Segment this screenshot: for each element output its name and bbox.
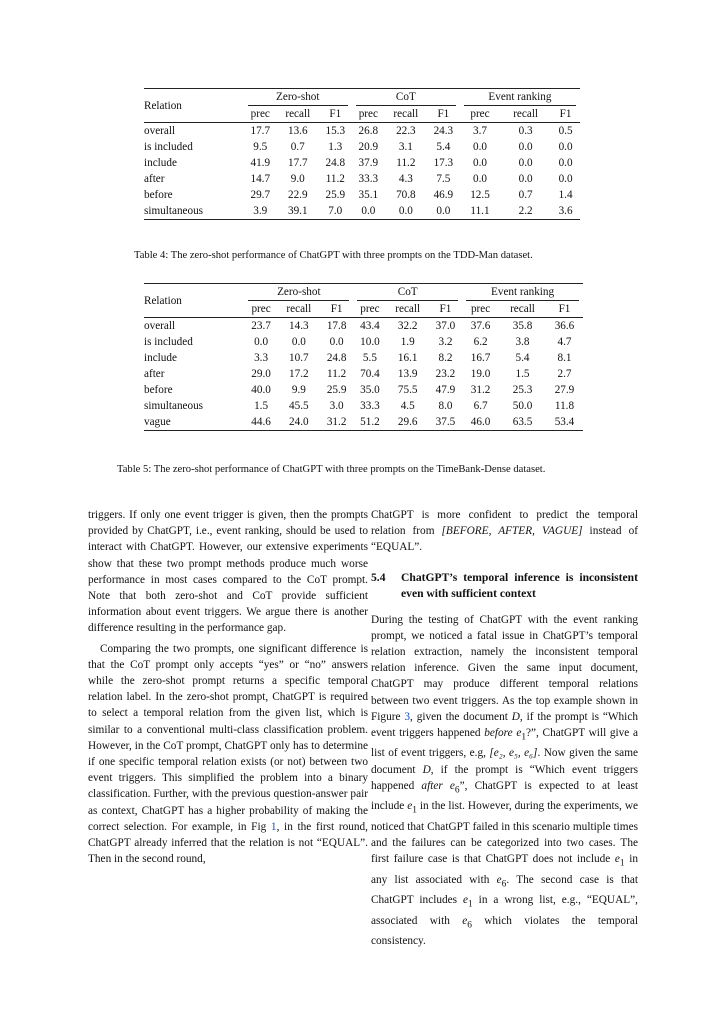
table-cell: 12.5: [470, 189, 490, 201]
table-row: [144, 318, 583, 335]
metric-header: F1: [437, 108, 450, 120]
section-heading: [371, 570, 638, 602]
table-cell: 17.2: [289, 368, 309, 380]
table-cell: 23.7: [244, 318, 277, 335]
table-cell: 6.2: [473, 336, 488, 348]
table-cell: 31.2: [320, 414, 353, 431]
table-cell: 10.0: [360, 336, 380, 348]
table-cell: 0.0: [558, 141, 573, 153]
table-cell: 14.3: [278, 318, 320, 335]
table-5: [144, 283, 583, 431]
table-cell: 1.3: [328, 141, 343, 153]
relation-label: before: [144, 189, 173, 201]
table-cell: 15.3: [319, 123, 352, 140]
table-cell: 9.5: [253, 141, 268, 153]
metric-header: prec: [250, 108, 270, 120]
table-cell: 4.3: [398, 173, 413, 185]
table-cell: 7.0: [319, 203, 352, 220]
table-cell: 3.2: [438, 336, 453, 348]
table-cell: 16.1: [397, 352, 418, 364]
paragraph: During the testing of ChatGPT with the event ranking prompt, we noticed a fatal issue in ChatGPT’s temporal relation extraction, namely the inconsistent temporal relation inference. Given the same input document, ChatGPT may produce different temporal relations between two event triggers. As the top example shown in Figure 3, given the document D, if the prompt is “Which event triggers happened before $e_1$?”, ChatGPT will give a list of event triggers, e.g, [e₂, e₅, e₆]. Now given the same document D, if the prompt is “Which event triggers happened after $e_6$”, ChatGPT is expected to at least include $e_1$ in the list. However, during the experiments, we noticed that ChatGPT failed in this scenario multiple times and the failures can be categorized into two cases. The first failure case is that ChatGPT does not include $e_1$ in any list associated with $e_6$. The second case is that ChatGPT includes $e_1$ in a wrong list, e.g., “EQUAL”, associated with $e_6$ which violates the temporal consistency.: [371, 613, 639, 948]
table-cell: 17.7: [244, 123, 277, 140]
table-cell: 0.0: [352, 203, 385, 220]
relation-label: include: [144, 352, 177, 364]
table-cell: 9.0: [290, 173, 305, 185]
table-cell: 14.7: [250, 173, 271, 185]
table-cell: 10.7: [289, 352, 309, 364]
table-cell: 24.8: [326, 352, 347, 364]
relation-label: is included: [144, 141, 193, 153]
table-cell: 4.5: [400, 400, 415, 412]
table-cell: 7.5: [436, 173, 451, 185]
table-cell: 11.2: [325, 173, 345, 185]
table-cell: 16.7: [470, 352, 491, 364]
relation-header: Relation: [144, 284, 244, 318]
paragraph: ChatGPT is more confident to predict the temporal relation from [BEFORE, AFTER, VAGUE] instead of “EQUAL”.: [371, 509, 638, 554]
table-cell: 22.9: [287, 189, 308, 201]
table-cell: 0.0: [254, 336, 269, 348]
table-cell: 53.4: [546, 414, 583, 431]
table-cell: 3.1: [398, 141, 413, 153]
table-cell: 0.0: [385, 203, 427, 220]
table-cell: 0.7: [518, 189, 533, 201]
group-header: CoT: [352, 89, 460, 107]
table-cell: 37.5: [429, 414, 462, 431]
left-column: [88, 507, 368, 867]
metric-header: prec: [251, 303, 271, 315]
metric-header: recall: [286, 303, 312, 315]
metric-header: recall: [510, 303, 535, 315]
table-cell: 24.0: [278, 414, 320, 431]
right-column: [371, 507, 638, 949]
table-cell: 0.0: [473, 141, 487, 153]
table-cell: 25.3: [512, 384, 533, 396]
metric-header: recall: [393, 108, 419, 120]
table-cell: 3.6: [551, 203, 580, 220]
table-cell: 70.4: [360, 368, 380, 380]
table-cell: 8.0: [438, 400, 453, 412]
table-cell: 37.6: [462, 318, 499, 335]
table-row: [144, 155, 580, 171]
table-cell: 51.2: [353, 414, 386, 431]
table-cell: 3.7: [460, 123, 500, 140]
table-cell: 4.7: [557, 336, 572, 348]
table-cell: 6.7: [473, 400, 488, 412]
table-cell: 32.2: [387, 318, 429, 335]
section-title: ChatGPT’s temporal inference is inconsistent even with sufficient context: [401, 570, 638, 600]
table-cell: 63.5: [499, 414, 546, 431]
metric-header: F1: [558, 303, 571, 315]
group-header: Event ranking: [462, 284, 583, 302]
table-cell: 23.2: [435, 368, 456, 380]
table-5-caption: Table 5: The zero-shot performance of ChatGPT with three prompts on the TimeBank-Dense dataset.: [117, 464, 546, 475]
table-cell: 17.8: [320, 318, 353, 335]
table-cell: 35.0: [360, 384, 380, 396]
table-cell: 13.6: [277, 123, 319, 140]
table-cell: 5.4: [436, 141, 451, 153]
metric-header: prec: [470, 303, 491, 315]
table-cell: 0.0: [473, 173, 487, 185]
metric-header: F1: [439, 303, 452, 315]
table-cell: 29.6: [387, 414, 429, 431]
table-cell: 1.4: [558, 189, 573, 201]
table-cell: 3.8: [515, 336, 530, 348]
table-cell: 25.9: [325, 189, 346, 201]
table-cell: 1.9: [400, 336, 415, 348]
figure-link[interactable]: 3: [404, 710, 411, 723]
relation-label: include: [144, 157, 177, 169]
table-cell: 2.2: [500, 203, 551, 220]
table-cell: 2.7: [557, 368, 572, 380]
metric-header: F1: [330, 303, 343, 315]
group-header: CoT: [353, 284, 462, 302]
relation-label: is included: [144, 336, 193, 348]
table-cell: 0.0: [291, 336, 306, 348]
table-cell: 29.7: [250, 189, 271, 201]
table-cell: 0.0: [558, 157, 573, 169]
table-cell: 13.9: [397, 368, 418, 380]
table-row: [144, 414, 583, 431]
relation-header: Relation: [144, 89, 244, 123]
table-row: [144, 350, 583, 366]
table-cell: 17.7: [287, 157, 308, 169]
table-cell: 20.9: [358, 141, 379, 153]
table-cell: 43.4: [353, 318, 386, 335]
table-cell: 0.0: [427, 203, 460, 220]
table-row: [144, 382, 583, 398]
table-cell: 8.1: [557, 352, 572, 364]
table-cell: 0.7: [290, 141, 305, 153]
table-cell: 50.0: [512, 400, 533, 412]
table-cell: 46.0: [462, 414, 499, 431]
table-cell: 25.9: [326, 384, 347, 396]
metric-header: F1: [559, 108, 572, 120]
paragraph: Comparing the two prompts, one significant difference is that the CoT prompt only accepts “yes” or “no” answers while the zero-shot prompt returns a specific temporal relation label. In the zero-shot prompt, ChatGPT is required to select a temporal relation from the given list, which is similar to a conventional multi-class classification problem. However, in the CoT prompt, ChatGPT only has to determine if one specific temporal relation exists (or not) between two event triggers. This simplified the problem into a binary classification. Further, with the previous question-answer pair as context, ChatGPT has a higher probability of making the correct selection. For example, in Fig 1, in the first round, ChatGPT already inferred that the relation is not “EQUAL”. Then in the second round,: [88, 642, 368, 866]
table-row: [144, 398, 583, 414]
table-cell: 47.9: [435, 384, 456, 396]
paragraph: triggers. If only one event trigger is given, then the prompts provided by ChatGPT, i.e., event ranking, should be used to interact with ChatGPT. However, our extensive experiments show that these two prompt methods produce much worse performance in most cases compared to the CoT prompt. Note that both zero-shot and CoT provide sufficient information about event triggers. We argue there is another difference resulting in the performance gap.: [88, 509, 368, 635]
group-header: Event ranking: [460, 89, 580, 107]
table-cell: 19.0: [470, 368, 491, 380]
table-cell: 35.1: [358, 189, 379, 201]
table-cell: 24.8: [325, 157, 346, 169]
table-row: [144, 203, 580, 220]
table-cell: 45.5: [289, 400, 309, 412]
table-row: [144, 187, 580, 203]
table-4: [144, 88, 580, 220]
table-cell: 1.5: [515, 368, 530, 380]
table-cell: 22.3: [385, 123, 427, 140]
metric-header: prec: [358, 108, 378, 120]
table-cell: 11.1: [460, 203, 500, 220]
table-cell: 3.3: [254, 352, 269, 364]
table-cell: 31.2: [470, 384, 491, 396]
relation-label: before: [144, 384, 173, 396]
relation-label: vague: [144, 414, 244, 431]
table-cell: 36.6: [546, 318, 583, 335]
table-cell: 8.2: [438, 352, 453, 364]
relation-label: after: [144, 368, 165, 380]
table-cell: 0.0: [558, 173, 573, 185]
table-cell: 33.3: [360, 400, 380, 412]
group-header: Zero-shot: [244, 284, 353, 302]
group-header: Zero-shot: [244, 89, 352, 107]
table-cell: 46.9: [433, 189, 454, 201]
table-cell: 29.0: [251, 368, 271, 380]
table-cell: 5.4: [515, 352, 530, 364]
table-cell: 40.0: [251, 384, 271, 396]
table-cell: 11.2: [327, 368, 347, 380]
section-number: 5.4: [371, 570, 386, 584]
table-cell: 37.0: [429, 318, 462, 335]
relation-label: after: [144, 173, 165, 185]
figure-link[interactable]: 1: [270, 820, 277, 833]
table-cell: 3.9: [244, 203, 277, 220]
table-cell: 37.9: [358, 157, 379, 169]
relation-label: overall: [144, 123, 244, 140]
table-cell: 17.3: [433, 157, 454, 169]
table-cell: 0.0: [518, 173, 533, 185]
table-cell: 41.9: [250, 157, 271, 169]
table-cell: 0.0: [518, 157, 533, 169]
table-cell: 0.0: [518, 141, 533, 153]
table-row: [144, 139, 580, 155]
table-cell: 44.6: [244, 414, 277, 431]
relation-label: simultaneous: [144, 400, 204, 412]
table-cell: 0.0: [329, 336, 344, 348]
table-cell: 0.3: [500, 123, 551, 140]
table-row: [144, 366, 583, 382]
table-cell: 39.1: [277, 203, 319, 220]
relation-label: simultaneous: [144, 203, 244, 220]
metric-header: recall: [513, 108, 539, 120]
table-cell: 5.5: [362, 352, 377, 364]
table-4-caption: Table 4: The zero-shot performance of ChatGPT with three prompts on the TDD-Man dataset.: [134, 250, 533, 261]
table-row: [144, 334, 583, 350]
metric-header: recall: [395, 303, 421, 315]
metric-header: prec: [360, 303, 380, 315]
table-cell: 24.3: [427, 123, 460, 140]
metric-header: recall: [285, 108, 311, 120]
table-cell: 0.0: [473, 157, 487, 169]
table-cell: 1.5: [254, 400, 269, 412]
table-cell: 3.0: [329, 400, 344, 412]
metric-header: F1: [329, 108, 342, 120]
table-cell: 9.9: [291, 384, 306, 396]
table-cell: 75.5: [397, 384, 418, 396]
table-row: [144, 171, 580, 187]
table-cell: 33.3: [358, 173, 379, 185]
table-cell: 11.8: [554, 400, 575, 412]
table-cell: 0.5: [551, 123, 580, 140]
table-cell: 26.8: [352, 123, 385, 140]
table-cell: 11.2: [396, 157, 416, 169]
table-cell: 35.8: [499, 318, 546, 335]
table-cell: 27.9: [554, 384, 575, 396]
metric-header: prec: [470, 108, 490, 120]
table-cell: 70.8: [396, 189, 416, 201]
table-row: [144, 123, 580, 140]
relation-label: overall: [144, 318, 244, 335]
